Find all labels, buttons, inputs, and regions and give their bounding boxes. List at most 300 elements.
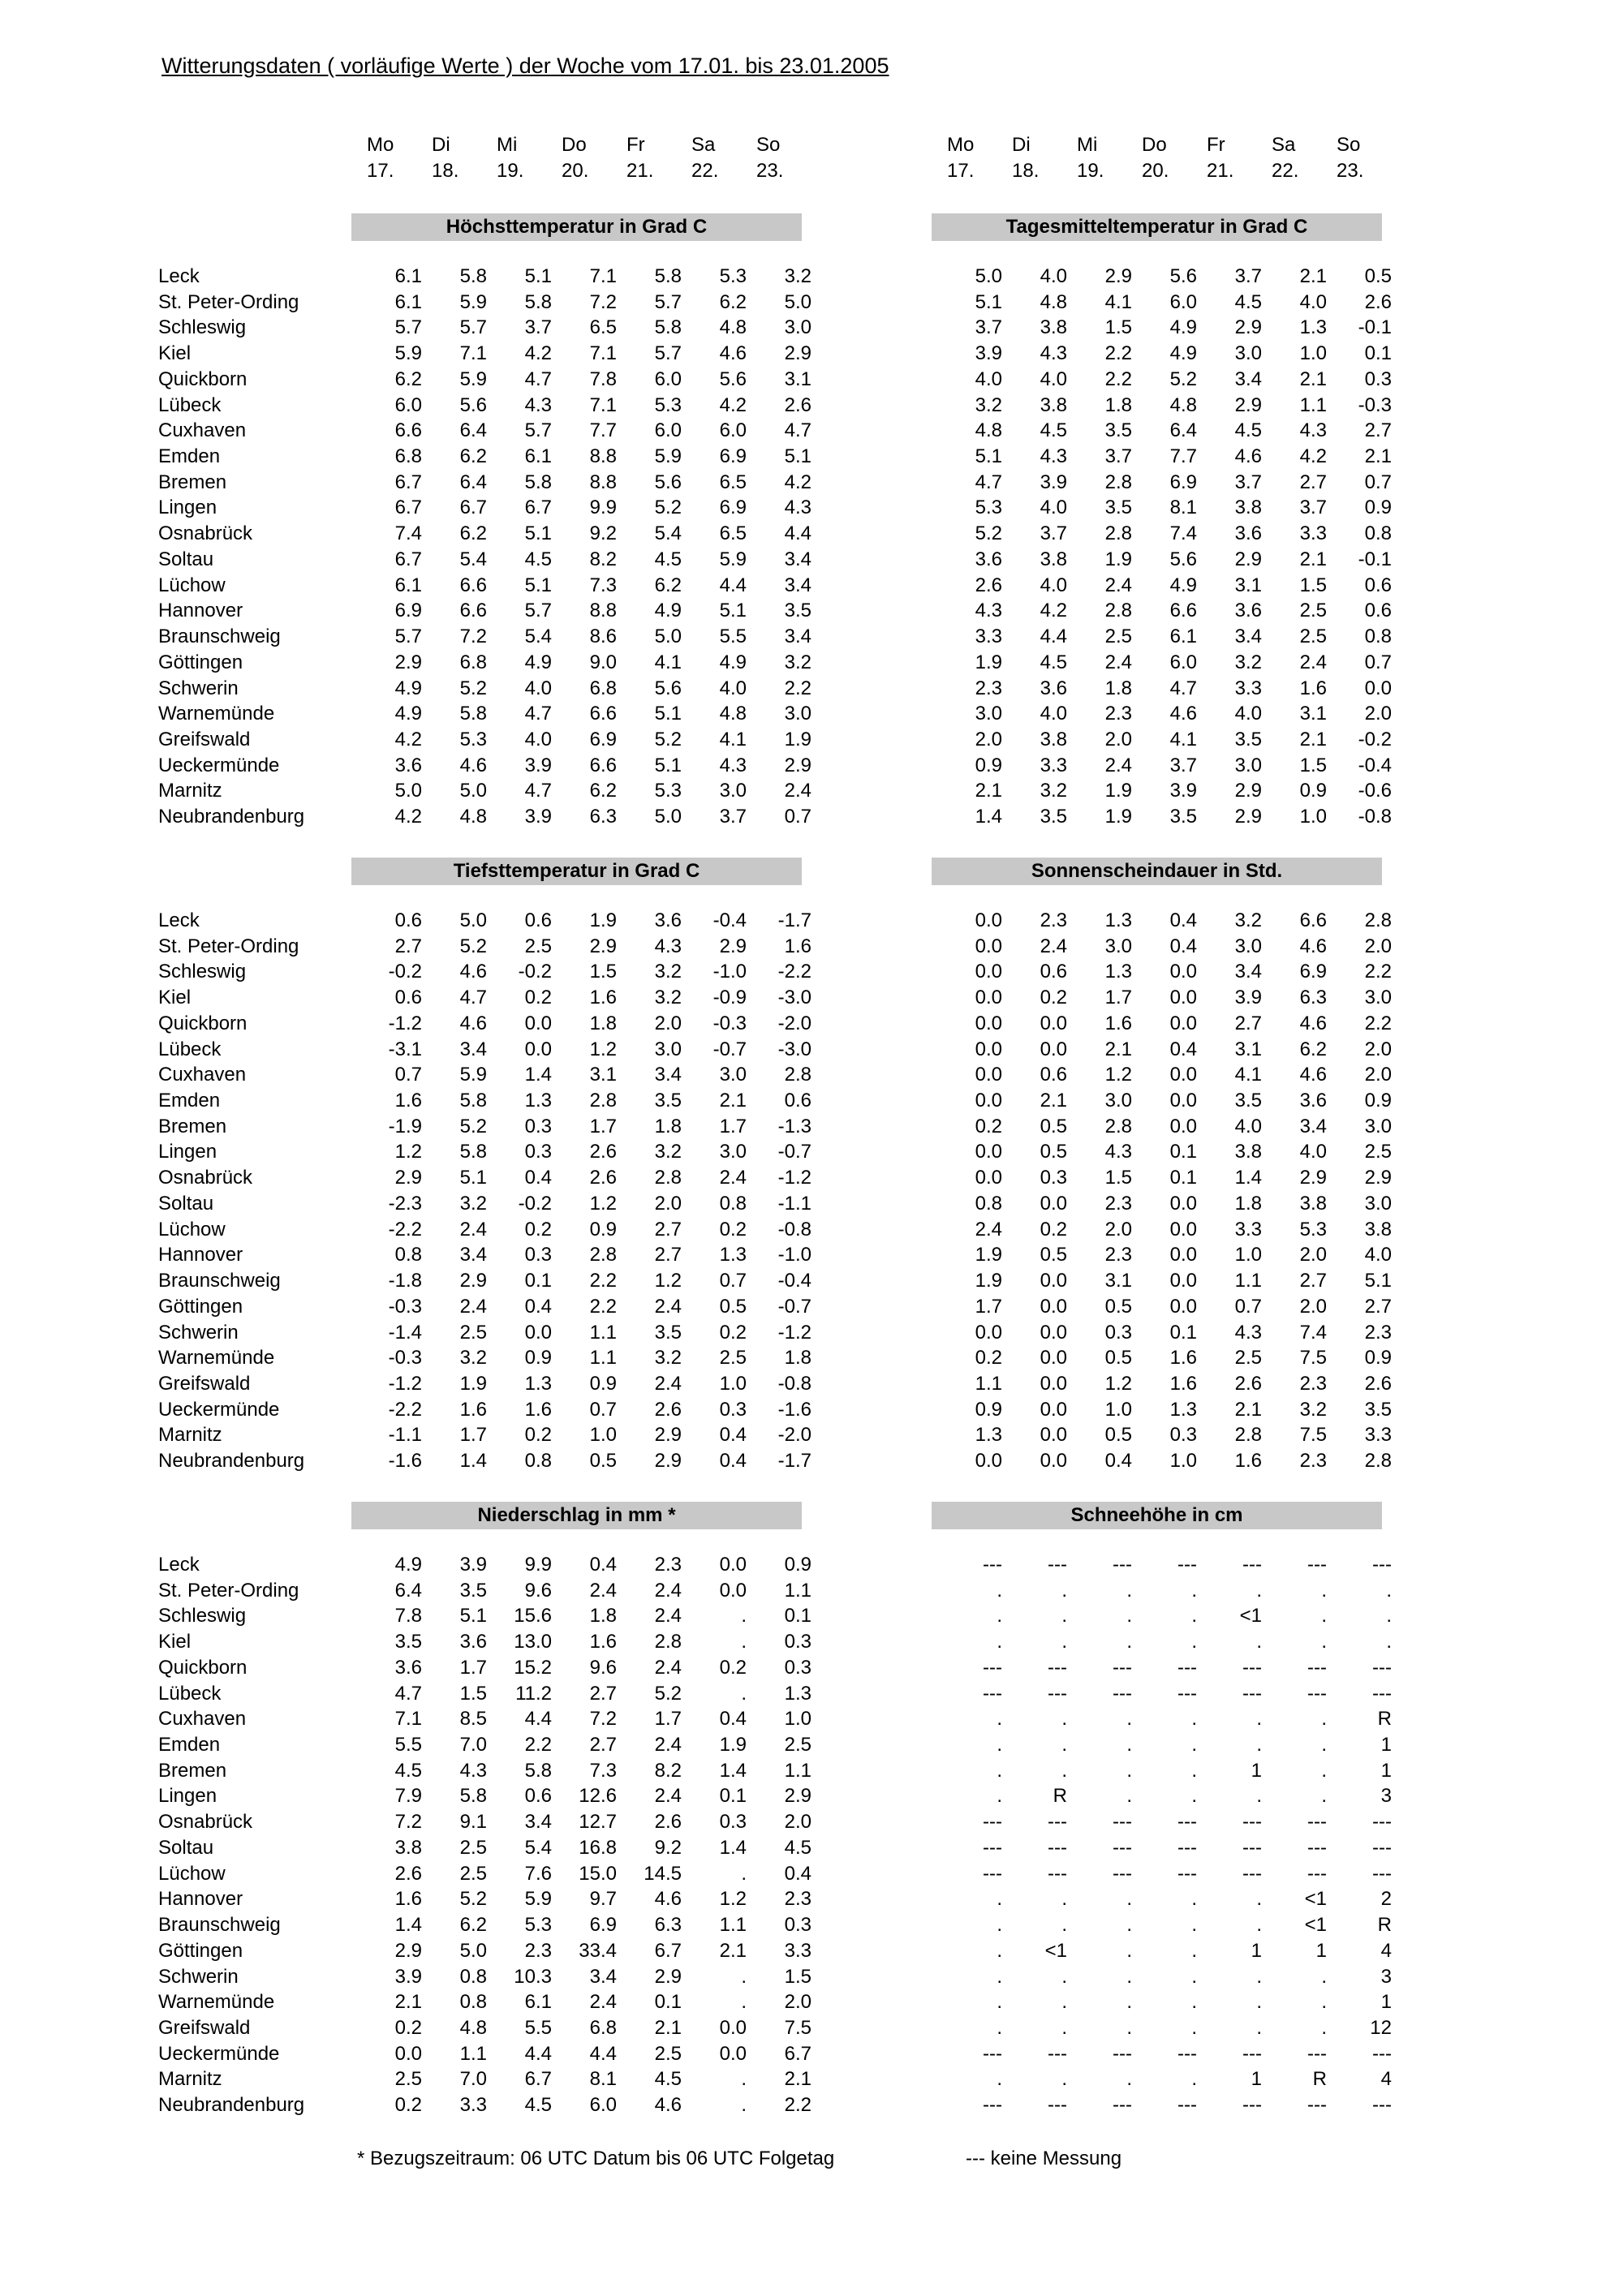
- value-cell: .: [1321, 1965, 1327, 1988]
- value-cell: 12.7: [579, 1811, 617, 1834]
- value-cell: 3.6: [459, 1631, 487, 1653]
- value-cell: 2.5: [524, 935, 552, 957]
- value-cell: ---: [1113, 1554, 1132, 1576]
- value-cell: -2.3: [388, 1192, 422, 1215]
- value-cell: 2.2: [1364, 961, 1392, 983]
- value-cell: 2.4: [975, 1218, 1002, 1240]
- value-cell: ---: [1307, 1836, 1327, 1859]
- value-cell: ---: [1113, 1811, 1132, 1834]
- value-cell: ---: [1242, 2094, 1262, 2117]
- value-cell: 0.8: [459, 1991, 487, 2014]
- value-cell: 2.4: [654, 1734, 682, 1756]
- value-cell: 0.4: [1169, 935, 1197, 957]
- value-cell: 4.2: [1299, 445, 1327, 468]
- value-cell: 4.5: [394, 1759, 422, 1782]
- value-cell: .: [1191, 2068, 1197, 2091]
- date-label: 19.: [497, 159, 524, 182]
- value-cell: 4.7: [394, 1682, 422, 1705]
- value-cell: 4.5: [654, 548, 682, 570]
- value-cell: 3.4: [784, 626, 812, 648]
- value-cell: 4.8: [1169, 393, 1197, 416]
- value-cell: 0.0: [1169, 1090, 1197, 1112]
- value-cell: 1.8: [654, 1115, 682, 1137]
- value-cell: 1.8: [589, 1605, 617, 1627]
- value-cell: 7.0: [459, 2068, 487, 2091]
- value-cell: 4.4: [524, 2042, 552, 2065]
- value-cell: 9.9: [589, 497, 617, 519]
- station-name: Göttingen: [158, 1939, 243, 1962]
- value-cell: .: [1321, 1708, 1327, 1731]
- value-cell: 6.8: [589, 677, 617, 699]
- value-cell: 5.0: [459, 909, 487, 931]
- value-cell: 1.0: [1169, 1450, 1197, 1473]
- value-cell: 0.5: [1040, 1115, 1067, 1137]
- value-cell: 8.1: [1169, 497, 1197, 519]
- value-cell: 2.9: [1234, 806, 1262, 828]
- value-cell: 1: [1251, 2068, 1262, 2091]
- value-cell: 1.2: [719, 1888, 747, 1911]
- value-cell: 6.1: [524, 445, 552, 468]
- value-cell: 3.5: [459, 1579, 487, 1602]
- value-cell: 8.8: [589, 471, 617, 493]
- value-cell: 3.9: [1169, 780, 1197, 802]
- value-cell: 0.0: [1169, 1244, 1197, 1266]
- station-name: Kiel: [158, 987, 192, 1009]
- value-cell: 4.5: [1234, 290, 1262, 313]
- station-name: Schleswig: [158, 316, 247, 339]
- value-cell: 2.3: [524, 1939, 552, 1962]
- value-cell: .: [741, 1631, 747, 1653]
- value-cell: 4.3: [524, 393, 552, 416]
- value-cell: 2.2: [1104, 368, 1132, 390]
- value-cell: 2.2: [1364, 1012, 1392, 1034]
- value-cell: 0.0: [1169, 1218, 1197, 1240]
- value-cell: 1.8: [784, 1347, 812, 1369]
- value-cell: 5.7: [394, 626, 422, 648]
- value-cell: 0.0: [1040, 1295, 1067, 1318]
- value-cell: 4.1: [1104, 290, 1132, 313]
- value-cell: 0.3: [784, 1631, 812, 1653]
- value-cell: 0.9: [1299, 780, 1327, 802]
- value-cell: 5.4: [459, 548, 487, 570]
- value-cell: .: [997, 1759, 1002, 1782]
- value-cell: 3.3: [1299, 522, 1327, 545]
- value-cell: 5.0: [654, 626, 682, 648]
- value-cell: 0.8: [975, 1192, 1002, 1215]
- value-cell: 1.1: [719, 1914, 747, 1937]
- value-cell: 4.6: [459, 1012, 487, 1034]
- value-cell: 4.3: [975, 600, 1002, 622]
- value-cell: 7.2: [589, 1708, 617, 1731]
- value-cell: 4.4: [1040, 626, 1067, 648]
- weekday-label: Sa: [1272, 134, 1296, 156]
- value-cell: 2.5: [459, 1836, 487, 1859]
- value-cell: 2.4: [459, 1295, 487, 1318]
- value-cell: 0.0: [719, 2016, 747, 2039]
- station-name: Cuxhaven: [158, 419, 247, 442]
- value-cell: 4.7: [1169, 677, 1197, 699]
- value-cell: .: [1191, 1579, 1197, 1602]
- weekday-label: Do: [1142, 134, 1167, 156]
- value-cell: 5.3: [654, 780, 682, 802]
- value-cell: .: [1191, 1965, 1197, 1988]
- station-name: Emden: [158, 1090, 221, 1112]
- value-cell: 5.8: [459, 1785, 487, 1808]
- value-cell: .: [1126, 1939, 1132, 1962]
- value-cell: 2.9: [394, 1167, 422, 1189]
- value-cell: .: [1191, 1991, 1197, 2014]
- value-cell: 5.3: [719, 265, 747, 287]
- value-cell: 4.6: [654, 1888, 682, 1911]
- value-cell: 5.6: [1169, 265, 1197, 287]
- value-cell: .: [1256, 2016, 1262, 2039]
- value-cell: 1.1: [1234, 1270, 1262, 1292]
- value-cell: 6.7: [394, 471, 422, 493]
- value-cell: 12: [1370, 2016, 1392, 2039]
- value-cell: 5.6: [1169, 548, 1197, 570]
- value-cell: 1.9: [1104, 806, 1132, 828]
- value-cell: -0.2: [518, 961, 552, 983]
- value-cell: 3.1: [784, 368, 812, 390]
- station-name: Neubrandenburg: [158, 2094, 305, 2117]
- value-cell: ---: [1048, 2042, 1067, 2065]
- value-cell: 6.2: [459, 522, 487, 545]
- value-cell: 0.0: [1040, 1424, 1067, 1447]
- value-cell: 1.6: [1169, 1347, 1197, 1369]
- value-cell: 4.9: [394, 703, 422, 725]
- value-cell: 3.8: [1040, 393, 1067, 416]
- value-cell: 2.3: [1104, 703, 1132, 725]
- value-cell: 0.3: [524, 1115, 552, 1137]
- value-cell: 0.2: [524, 1218, 552, 1240]
- weekday-label: So: [756, 134, 781, 156]
- value-cell: 5.9: [524, 1888, 552, 1911]
- value-cell: ---: [1307, 1862, 1327, 1885]
- value-cell: 2.2: [589, 1295, 617, 1318]
- value-cell: 0.0: [975, 1064, 1002, 1086]
- value-cell: <1: [1239, 1605, 1262, 1627]
- value-cell: 0.3: [1104, 1321, 1132, 1344]
- value-cell: 2.9: [1299, 1167, 1327, 1189]
- value-cell: 0.0: [1169, 1295, 1197, 1318]
- value-cell: 0.5: [1104, 1295, 1132, 1318]
- value-cell: 0.1: [524, 1270, 552, 1292]
- value-cell: 2.3: [1364, 1321, 1392, 1344]
- value-cell: 4.6: [1169, 703, 1197, 725]
- value-cell: 7.3: [589, 574, 617, 596]
- value-cell: 14.5: [644, 1862, 682, 1885]
- value-cell: 3.2: [459, 1347, 487, 1369]
- value-cell: 3.5: [784, 600, 812, 622]
- value-cell: -1.9: [388, 1115, 422, 1137]
- value-cell: 0.4: [524, 1295, 552, 1318]
- value-cell: 0.0: [1169, 961, 1197, 983]
- value-cell: 0.9: [1364, 1347, 1392, 1369]
- value-cell: 0.8: [1364, 626, 1392, 648]
- value-cell: ---: [1048, 1656, 1067, 1679]
- value-cell: 0.9: [1364, 1090, 1392, 1112]
- value-cell: 0.9: [524, 1347, 552, 1369]
- value-cell: 1.1: [459, 2042, 487, 2065]
- value-cell: 2.9: [654, 1424, 682, 1447]
- value-cell: 6.7: [524, 2068, 552, 2091]
- value-cell: 1: [1251, 1939, 1262, 1962]
- value-cell: -1.2: [777, 1167, 812, 1189]
- value-cell: 3.5: [1234, 1090, 1262, 1112]
- value-cell: 0.0: [524, 1038, 552, 1060]
- value-cell: 4.8: [1040, 290, 1067, 313]
- value-cell: 6.3: [589, 806, 617, 828]
- value-cell: 4.0: [1040, 574, 1067, 596]
- value-cell: .: [741, 1965, 747, 1988]
- date-label: 22.: [691, 159, 719, 182]
- value-cell: 2.8: [1104, 522, 1132, 545]
- value-cell: 2.0: [1299, 1295, 1327, 1318]
- value-cell: 2.9: [1364, 1167, 1392, 1189]
- value-cell: 2.3: [1104, 1192, 1132, 1215]
- value-cell: 3: [1380, 1965, 1392, 1988]
- station-name: Kiel: [158, 342, 192, 365]
- value-cell: 2.6: [784, 393, 812, 416]
- station-name: Bremen: [158, 471, 227, 493]
- value-cell: 7.5: [1299, 1424, 1327, 1447]
- value-cell: 7.6: [524, 1862, 552, 1885]
- value-cell: 3.2: [1234, 651, 1262, 673]
- value-cell: 2.9: [1104, 265, 1132, 287]
- value-cell: 3.0: [719, 1064, 747, 1086]
- value-cell: 2.4: [1104, 574, 1132, 596]
- value-cell: 7.7: [589, 419, 617, 442]
- value-cell: 0.3: [719, 1811, 747, 1834]
- value-cell: 4.5: [784, 1836, 812, 1859]
- value-cell: 5.1: [459, 1605, 487, 1627]
- value-cell: 1.4: [719, 1836, 747, 1859]
- value-cell: 2.7: [1234, 1012, 1262, 1034]
- value-cell: 6.6: [394, 419, 422, 442]
- value-cell: 3.2: [1299, 1398, 1327, 1421]
- value-cell: 0.0: [1169, 1012, 1197, 1034]
- value-cell: 4.9: [394, 677, 422, 699]
- value-cell: .: [741, 1682, 747, 1705]
- value-cell: 0.0: [975, 909, 1002, 931]
- value-cell: 4.8: [719, 316, 747, 339]
- value-cell: 2.8: [1104, 471, 1132, 493]
- value-cell: 0.5: [1040, 1244, 1067, 1266]
- section-title: Tiefsttemperatur in Grad C: [351, 858, 802, 885]
- value-cell: 3.8: [1040, 728, 1067, 750]
- value-cell: 0.8: [1364, 522, 1392, 545]
- value-cell: 4.5: [654, 2068, 682, 2091]
- value-cell: 2.0: [1299, 1244, 1327, 1266]
- value-cell: 4.7: [524, 703, 552, 725]
- value-cell: ---: [1372, 1862, 1392, 1885]
- value-cell: .: [997, 1888, 1002, 1911]
- value-cell: 2.4: [589, 1579, 617, 1602]
- value-cell: 3.2: [654, 1347, 682, 1369]
- value-cell: 33.4: [579, 1939, 617, 1962]
- value-cell: 2.3: [784, 1888, 812, 1911]
- value-cell: .: [1061, 1579, 1067, 1602]
- value-cell: 3.0: [719, 780, 747, 802]
- value-cell: 2.4: [654, 1605, 682, 1627]
- value-cell: 1.1: [784, 1579, 812, 1602]
- value-cell: 1.8: [589, 1012, 617, 1034]
- station-name: Göttingen: [158, 1295, 243, 1318]
- value-cell: 3.2: [975, 393, 1002, 416]
- value-cell: 1.2: [1104, 1372, 1132, 1395]
- value-cell: 4.8: [459, 2016, 487, 2039]
- value-cell: 2.4: [654, 1579, 682, 1602]
- value-cell: 3.9: [524, 806, 552, 828]
- value-cell: 5.8: [459, 703, 487, 725]
- value-cell: 1.3: [1169, 1398, 1197, 1421]
- weekday-label: Mo: [947, 134, 975, 156]
- value-cell: 3.7: [1299, 497, 1327, 519]
- value-cell: 4.1: [1234, 1064, 1262, 1086]
- value-cell: 0.2: [975, 1347, 1002, 1369]
- footnote-no-measurement: --- keine Messung: [966, 2148, 1122, 2169]
- value-cell: .: [1256, 1991, 1262, 2014]
- value-cell: 7.5: [784, 2016, 812, 2039]
- value-cell: 2.5: [459, 1321, 487, 1344]
- value-cell: 4.9: [719, 651, 747, 673]
- value-cell: 7.1: [589, 393, 617, 416]
- value-cell: 1.4: [459, 1450, 487, 1473]
- value-cell: 1.5: [784, 1965, 812, 1988]
- value-cell: 5.2: [654, 497, 682, 519]
- value-cell: .: [1386, 1631, 1392, 1653]
- value-cell: 6.7: [524, 497, 552, 519]
- value-cell: 5.3: [975, 497, 1002, 519]
- value-cell: 1.9: [459, 1372, 487, 1395]
- value-cell: .: [1126, 1734, 1132, 1756]
- value-cell: 0.1: [784, 1605, 812, 1627]
- value-cell: 1.6: [1104, 1012, 1132, 1034]
- value-cell: 0.4: [719, 1450, 747, 1473]
- station-name: Leck: [158, 265, 200, 287]
- value-cell: 3.4: [1234, 626, 1262, 648]
- value-cell: 0.6: [1364, 574, 1392, 596]
- value-cell: 5.7: [654, 290, 682, 313]
- value-cell: 2.8: [589, 1244, 617, 1266]
- value-cell: 5.7: [524, 600, 552, 622]
- value-cell: 2.4: [1104, 754, 1132, 776]
- value-cell: 0.3: [719, 1398, 747, 1421]
- value-cell: 4.6: [1299, 935, 1327, 957]
- value-cell: 0.4: [524, 1167, 552, 1189]
- value-cell: 3.0: [1234, 935, 1262, 957]
- value-cell: 0.3: [1040, 1167, 1067, 1189]
- value-cell: 3.7: [1169, 754, 1197, 776]
- value-cell: 2.4: [719, 1167, 747, 1189]
- value-cell: 0.6: [1040, 961, 1067, 983]
- value-cell: ---: [1048, 1811, 1067, 1834]
- value-cell: ---: [1242, 1836, 1262, 1859]
- value-cell: 0.0: [1040, 1450, 1067, 1473]
- station-name: Schwerin: [158, 1965, 239, 1988]
- value-cell: .: [1256, 1631, 1262, 1653]
- value-cell: 13.0: [514, 1631, 552, 1653]
- value-cell: 2.9: [784, 1785, 812, 1808]
- value-cell: .: [997, 1914, 1002, 1937]
- station-name: Braunschweig: [158, 626, 281, 648]
- value-cell: 3.2: [1234, 909, 1262, 931]
- value-cell: 1.3: [1104, 961, 1132, 983]
- value-cell: 6.4: [1169, 419, 1197, 442]
- value-cell: 2.5: [1364, 1141, 1392, 1163]
- value-cell: 3.0: [1234, 754, 1262, 776]
- value-cell: -0.3: [388, 1347, 422, 1369]
- value-cell: 7.1: [589, 342, 617, 365]
- value-cell: 2.8: [654, 1631, 682, 1653]
- value-cell: .: [1126, 1631, 1132, 1653]
- value-cell: 0.3: [784, 1656, 812, 1679]
- station-name: Osnabrück: [158, 522, 253, 545]
- value-cell: 2.8: [1364, 1450, 1392, 1473]
- value-cell: <1: [1304, 1888, 1327, 1911]
- value-cell: .: [997, 1991, 1002, 2014]
- value-cell: 2.9: [589, 935, 617, 957]
- value-cell: 2.1: [1364, 445, 1392, 468]
- value-cell: 6.9: [394, 600, 422, 622]
- value-cell: 1.9: [975, 1270, 1002, 1292]
- value-cell: 2.0: [1364, 1064, 1392, 1086]
- value-cell: 9.6: [589, 1656, 617, 1679]
- value-cell: 2.0: [784, 1991, 812, 2014]
- station-name: Greifswald: [158, 728, 251, 750]
- value-cell: 0.6: [784, 1090, 812, 1112]
- value-cell: ---: [1113, 1682, 1132, 1705]
- date-label: 20.: [562, 159, 589, 182]
- value-cell: 2.0: [654, 1012, 682, 1034]
- value-cell: .: [1321, 1605, 1327, 1627]
- value-cell: .: [997, 1605, 1002, 1627]
- value-cell: 4.2: [394, 728, 422, 750]
- value-cell: 0.0: [1040, 1038, 1067, 1060]
- value-cell: 6.7: [784, 2042, 812, 2065]
- value-cell: 2.9: [654, 1450, 682, 1473]
- value-cell: 0.5: [589, 1450, 617, 1473]
- station-name: Lingen: [158, 1141, 217, 1163]
- value-cell: 5.5: [394, 1734, 422, 1756]
- value-cell: .: [1126, 1785, 1132, 1808]
- value-cell: 5.7: [654, 342, 682, 365]
- value-cell: -1.7: [777, 909, 812, 931]
- value-cell: -1.3: [777, 1115, 812, 1137]
- value-cell: R: [1377, 1914, 1392, 1937]
- value-cell: 6.5: [719, 522, 747, 545]
- value-cell: 2.1: [1040, 1090, 1067, 1112]
- value-cell: 0.6: [1364, 600, 1392, 622]
- value-cell: -0.2: [1358, 728, 1392, 750]
- value-cell: 2.0: [975, 728, 1002, 750]
- value-cell: ---: [1177, 1554, 1197, 1576]
- value-cell: .: [1061, 1759, 1067, 1782]
- value-cell: ---: [1307, 1811, 1327, 1834]
- value-cell: 8.5: [459, 1708, 487, 1731]
- value-cell: 4.5: [1040, 651, 1067, 673]
- weekday-label: Fr: [626, 134, 645, 156]
- value-cell: -2.2: [388, 1218, 422, 1240]
- value-cell: 3.1: [589, 1064, 617, 1086]
- value-cell: .: [1321, 1579, 1327, 1602]
- value-cell: 4.2: [524, 342, 552, 365]
- value-cell: ---: [1177, 1656, 1197, 1679]
- value-cell: 3.7: [719, 806, 747, 828]
- value-cell: 2.2: [524, 1734, 552, 1756]
- value-cell: -1.2: [388, 1012, 422, 1034]
- value-cell: 3.3: [975, 626, 1002, 648]
